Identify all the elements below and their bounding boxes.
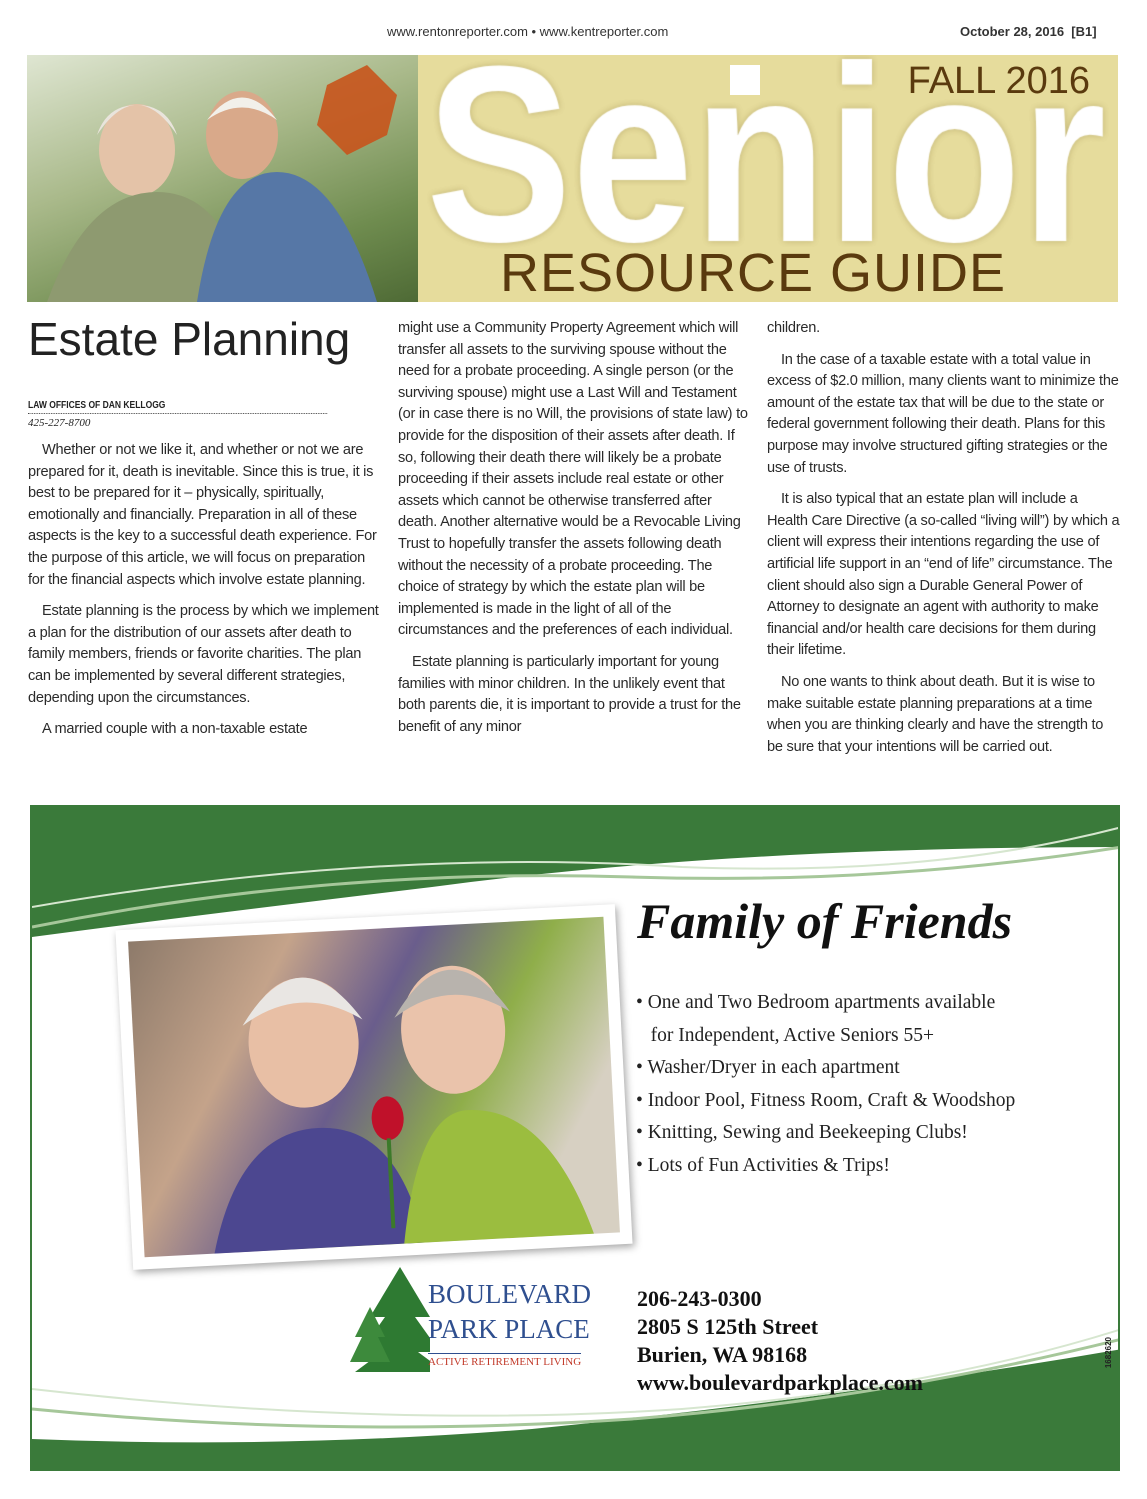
ad-headline: Family of Friends [637,893,1013,949]
feature-item: • Indoor Pool, Fitness Room, Craft & Woodshop [636,1089,1016,1111]
paragraph: Estate planning is the process by which we implement a plan for the distribution of our assets after death to family members, friends or favorite charities. The plan can be implemented by several different strategies, depending upon the circumstances. [28,603,379,706]
logo-tagline: ACTIVE RETIREMENT LIVING [428,1353,581,1369]
paragraph: might use a Community Property Agreement which will transfer all assets to the surviving spouse without the need for a probate proceeding. A single person (or the surviving spouse) might use a Last Will and Testament (or in case there is no Will, the provisions of state law) to provide for the disposition of their assets after death. If so, following their death there will likely be a probate proceeding if their assets include real estate or other assets which cannot be otherwise transferred after death. Another alternative would be a Revocable Living Trust to hopefully transfer the assets following death without the necessity of a probate proceeding. The choice of strategy by which the estate plan will be implemented is made in the light of all of the circumstances and the preferences of each individual. [398,320,748,639]
boulevard-park-place-logo [350,1267,640,1377]
issue-date [960,24,1097,39]
article-column-2 [398,318,750,748]
article-byline: LAW OFFICES OF DAN KELLOGG [28,400,327,414]
article-title: Estate Planning [28,313,351,365]
feature-item: • Knitting, Sewing and Beekeeping Clubs! [636,1122,968,1143]
ad-phone: 206-243-0300 [637,1286,762,1311]
ad-id: 1682620 [1104,1337,1113,1369]
site-urls: www.rentonreporter.com • www.kentreporter.com [387,24,669,39]
ad-street: 2805 S 125th Street [637,1314,819,1339]
article-column-3 [767,318,1121,768]
couple-illustration [27,55,418,302]
byline-phone: 425-227-8700 [28,417,91,429]
paragraph: Whether or not we like it, and whether or not we are prepared for it, death is inevitable. Since this is true, it is best to be prepared for it – physically, spiritually, emotionally and financially. Preparation in all of these aspects is the key to a successful death experience. For the purpose of this article, we will focus on preparation for the financial aspects which involve estate planning. [28,442,377,588]
ad-contact-block [637,1285,923,1397]
paragraph: It is also typical that an estate plan will include a Health Care Directive (a so-called “living will”) by which a client will express their intentions regarding the use of artificial life support in an “end of life” circumstance. The client should also sign a Durable General Power of Attorney to designate an agent with authority to make financial and/or health care decisions for them during their lifetime. [767,491,1120,659]
feature-item: • Washer/Dryer in each apartment [636,1057,900,1078]
logo-line-2: PARK PLACE [428,1314,590,1344]
women-illustration [128,917,620,1257]
article-column-1 [28,440,380,751]
paragraph: children. [767,320,820,336]
feature-item: • Lots of Fun Activities & Trips! [636,1154,890,1176]
advertisement-boulevard-park-place [30,805,1120,1471]
paragraph: No one wants to think about death. But it is wise to make suitable estate planning preparations at a time when you are thinking clearly and have the strength to be sure that your intentions will be carried out. [767,673,1104,755]
banner-square-mark [730,65,760,95]
pine-trees-icon [350,1267,430,1377]
feature-item: • One and Two Bedroom apartments available for Independent, Active Seniors 55+ [636,992,996,1046]
banner-subtitle: RESOURCE GUIDE [500,243,1007,302]
paragraph: Estate planning is particularly important for young families with minor children. In the unlikely event that both parents die, it is important to provide a trust for the benefit of any minor [398,653,741,735]
paragraph: A married couple with a non-taxable estate [42,721,308,738]
banner-edition: FALL 2016 [907,60,1090,102]
page-number: [B1] [1071,24,1097,39]
ad-city: Burien, WA 98168 [637,1342,808,1367]
ad-website[interactable]: www.boulevardparkplace.com [637,1370,923,1395]
ad-feature-list [636,987,1015,1182]
senior-banner [418,55,1118,302]
date: October 28, 2016 [960,24,1065,39]
hero-photo-couple [27,55,418,302]
paragraph: In the case of a taxable estate with a total value in excess of $2.0 million, many clients want to minimize the amount of the estate tax that will be due to the state or federal government following their death. Plans for this purpose may involve structured gifting strategies or the use of trusts. [767,351,1119,476]
ad-photo-two-women [115,904,632,1270]
logo-line-1: BOULEVARD [428,1279,592,1309]
